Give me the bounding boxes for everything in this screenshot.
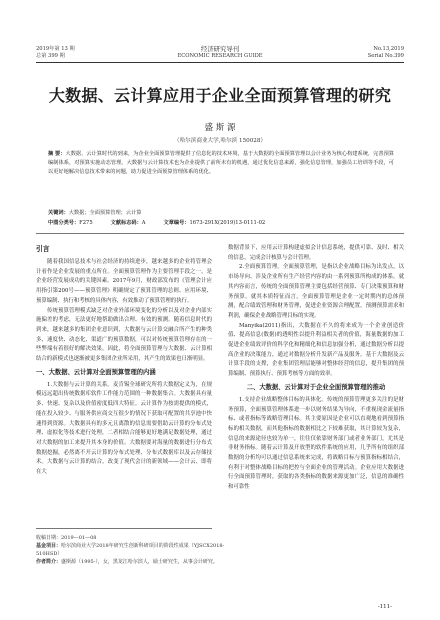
meta-value: 1673-291X(2019)13-0111-02 xyxy=(189,220,266,226)
meta-label: 文献标志码： xyxy=(110,220,142,226)
intro-paragraph-2: 传统预算管理模式缺乏对企业外部环境变化的分析以及对企业内部实施偏差的考虑，无法更好地帮助做出合理、有效的预测。随着信息时代的到来，越来越多的集团企业意识到，大数据与云计算交融合所产生的种类多、速度快、动态化、渠道广的预算数据，可以对传统预算管理存在的一些弊端有着很好的解决效果。因此，将全面预算管理与大数据、云计算相结合的新模式也逐渐被更多集团企业所采用，其产生的效果也日渐明显。 xyxy=(36,307,212,363)
meta-rule xyxy=(36,233,404,234)
footnote-fund-text: 哈尔滨商业大学2018年研究生创新科研项目的阶段性成果（YJSCX2018-510HSD） xyxy=(36,543,225,557)
article-title: 大数据、云计算应用于企业全面预算管理的研究 xyxy=(48,86,392,105)
body-column-right xyxy=(228,244,404,493)
header-issue-cn: 2019年第 13 期 xyxy=(36,46,75,52)
header-journal-en: ECONOMIC RESEARCH GUIDE xyxy=(177,53,263,59)
body-column-left xyxy=(36,244,212,478)
classification-meta xyxy=(48,219,394,227)
right-paragraph-0: 数据背景下，应用云计算构建虚拟会计信息系统，提供可靠、及时、相关的信息，完成会计核算与会计管理。 xyxy=(228,245,404,261)
section-2-heading: 二、大数据、云计算对于企业全面预算管理的推动 xyxy=(246,383,386,391)
right-paragraph-1: 2.全面预算管理。全面预算管理，是指以企业战略目标为出发点，以市场导向、涉及企业所有生产经营内容的由一系列预算所构成的体系。就其内容而言，传统的全面预算管理主要包括经营预算、专门决策预算和财务预算。就其本质特征而言，全面预算管理是企业一定时期内的总体预测，配合绩效管理和财务管理，促进企业资源合理配置，预测预算需求和利润，确保企业战略管理目标的实现。 xyxy=(228,264,404,319)
footnote-rule xyxy=(36,528,212,529)
abstract xyxy=(48,150,394,177)
meta-label: 中图分类号： xyxy=(48,220,80,226)
section-1-heading: 一、大数据、云计算对全面预算管理的内涵 xyxy=(36,368,156,376)
keywords-label: 关键词： xyxy=(48,210,69,216)
intro-paragraph-1: 随着我国信息技术与社会经济的持续进步，越来越多的企业将管理会计看作是企业发展的重点所在。全面预算管理作为主要管理手段之一，是企业经营发展成功的关键因素。2017年9月，财政部发布的《管理会计应用指引第200号——预算管理》明确规定了预算管理的总则、应用环境、预算编制、执行和考核的具体内容，有效推动了预算管理的执行。 xyxy=(36,259,212,304)
intro-heading: 引言 xyxy=(36,245,50,253)
meta-item xyxy=(111,219,146,227)
header-issue-info xyxy=(36,46,75,60)
footnote-bio xyxy=(36,558,236,566)
header-issue-en: No.13,2019 xyxy=(373,46,404,52)
header-serial-cn: 总第 399 期 xyxy=(36,53,65,59)
right-paragraph-2: Manyika(2011)指出，大数据在不久的将来成为一个企业创造价值、提高信息(数据)的透明性以提升利益相关者的价值，海量数据的加工促进企业绩效评价的科学化和精细化和信息加强分析，通过数据分析以提高企业的决策能力，通过对数据分析升发新产品及服务。基于大数据及云计算手段的支撑，企业集团管理层能够对整体经营的信息，提升集团的预算编制、预算执行、预算考核等方面的效率。 xyxy=(228,322,404,378)
section-1-paragraph-1: 1.大数据与云计算的关系。麦肯锡全球研究所将大数据定义为，在规模远远超出传统数据库软件工作能力范围的一种数据集合。大数据具有量多、快速、复杂以及价值密度低四大特征。云计算作为按需提供的模式，能在投入较少、与服务供应商交互很少的情况下获取可配置的共享池中快速得到资源。大数据具有的多元且离散的信息需要借助云计算的分布式处理、虚拟化等技术进行处理，二者相结合能够更好地满足数据处理，通过对大数据的加工来提升其本身的价值。大数据要对海量的数据进行分布式数据挖掘，必然离不开云计算的分布式处理、分布式数据库以及云存储技术。大数据与云计算的结合，改变了现代会计的新领域——会计云、即将在大 xyxy=(36,381,212,476)
abstract-text: 大数据、云计算时代的到来，为企业全面预算管理提供了信息化的技术环境，基于大数据的全面预算管理以会计业务为核心构建系统，完善预算编制体系，对预算实施动态管理。大数据与云计算技术也为企业提供了前所未有的机遇，通过优化信息来源，强化信息管理，加强员工培训等手段，可以更好地解决信息技术带来的问题，助力促进全面预算管理体系的优化。 xyxy=(48,151,394,175)
meta-item xyxy=(164,219,266,227)
header-journal-cn: 经济研究导刊 xyxy=(200,45,240,53)
abstract-label: 摘 要： xyxy=(48,151,66,157)
meta-label: 文章编号： xyxy=(163,220,190,226)
keywords-text: 大数据；全面预算管理；云计算 xyxy=(68,210,142,216)
author-affiliation: （哈尔滨商业大学,哈尔滨 150028） xyxy=(173,138,267,144)
meta-item xyxy=(48,219,93,227)
header-serial-en: Serial No.399 xyxy=(367,53,404,59)
keywords xyxy=(48,209,141,217)
footnote-fund xyxy=(36,542,236,558)
footnote-fund-label: 基金项目： xyxy=(36,543,62,549)
page-number: -111- xyxy=(377,604,392,610)
header-journal-name xyxy=(150,46,290,60)
header-issue-en-info xyxy=(368,46,404,60)
footnote-received: 收稿日期：2019—01—08 xyxy=(36,535,97,541)
article-author: 盛 斯 源 xyxy=(204,123,236,133)
section-2-paragraph-1: 1.支持企业战略整体目标的具体化。传统的预算管理更多关注的是财务预算，全面预算管理体系进一步以财务结果为导向，不重视现金流量指标、或者指标等战略管理目标。其主要原因是企业可以直观地看到预算指标的相关数据，而其他指标的数据相比之下较难获取，其计算较为复杂，信息的来源途径也较为单一，往往仅依靠财务部门或者业务部门，尤其是非财务指标。随着云计算及开放型的软件系统的应用，几乎所有的组织部数据的分析均可以通过信息系统来完成，将战略目标与预算指标相结合，有利于对整体战略目标的把控与全面企业的管理活动。企业应用大数据进行全面预算管理时，获取的各类指标的数据来源更加广泛，信息的准确性和可靠性 xyxy=(228,396,404,491)
footnote-bio-label: 作者简介： xyxy=(36,559,62,565)
footnote xyxy=(36,534,236,566)
header-rule xyxy=(36,62,404,63)
meta-value: A xyxy=(141,220,146,226)
meta-value: F275 xyxy=(79,220,93,226)
footnote-bio-text: 盛斯源（1995-），女，黑龙江哈尔滨人，硕士研究生，从事会计研究。 xyxy=(61,559,218,565)
